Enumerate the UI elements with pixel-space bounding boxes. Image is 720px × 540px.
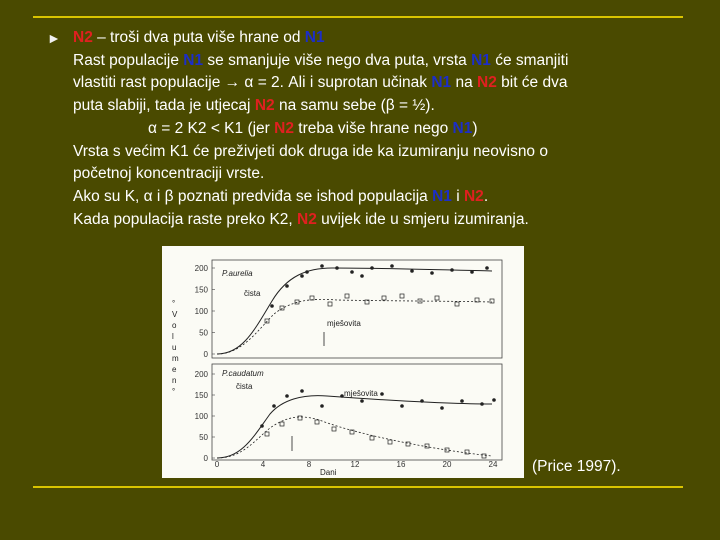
species-ref-n1: N1	[432, 187, 452, 205]
text-segment: uvijek ide u smjeru izumiranja.	[316, 210, 529, 228]
top-rule	[33, 16, 683, 18]
data-point-filled	[440, 406, 444, 410]
data-point-open	[315, 420, 319, 424]
top-mixed-label: mješovita	[327, 319, 361, 328]
top-panel	[195, 260, 502, 359]
data-point-filled	[305, 270, 309, 274]
species-ref-n1: N1	[183, 51, 204, 69]
bullet-arrow-icon: ►	[47, 30, 61, 46]
text-line	[73, 95, 693, 118]
xtick-label: 20	[442, 460, 452, 469]
text-segment: Rast populacije	[73, 51, 184, 69]
data-point-filled	[485, 266, 489, 270]
text-line	[73, 141, 693, 164]
bottom-rule	[33, 486, 683, 488]
data-point-open	[370, 436, 374, 440]
data-point-filled	[400, 404, 404, 408]
data-point-open	[328, 302, 332, 306]
data-point-filled	[390, 264, 394, 268]
y-axis-label-char: m	[172, 354, 179, 363]
data-point-open	[455, 302, 459, 306]
data-point-filled	[340, 394, 344, 398]
y-axis-label	[172, 299, 179, 396]
text-segment: α = 2 K2 < K1 (jer	[148, 119, 275, 137]
bottom-pure-curve	[217, 396, 492, 458]
species-ref-n2: N2	[297, 210, 317, 228]
text-line	[73, 27, 693, 50]
text-segment: Vrsta s većim K1 će preživjeti dok druga ide ka izumiranju neovisno o	[73, 142, 548, 160]
data-point-open	[388, 440, 392, 444]
text-line	[73, 50, 693, 73]
top-pure-label: čista	[244, 289, 261, 298]
data-point-open	[332, 427, 336, 431]
text-segment: se smanjuje više nego dva puta, vrsta	[203, 51, 472, 69]
data-point-filled	[300, 274, 304, 278]
data-point-filled	[420, 399, 424, 403]
text-segment: vlastiti rast populacije → α = 2. Ali i suprotan učinak	[73, 74, 432, 92]
xtick-label: 24	[488, 460, 498, 469]
text-line	[73, 209, 693, 232]
population-chart	[162, 246, 524, 478]
data-point-filled	[360, 399, 364, 403]
data-point-open	[435, 296, 439, 300]
bottom-mixed-label: mješovita	[344, 389, 378, 398]
data-point-filled	[270, 304, 274, 308]
xtick-label: 4	[260, 460, 266, 469]
text-segment: i	[451, 187, 464, 205]
bottom-mixed-curve	[217, 417, 492, 458]
data-point-filled	[300, 389, 304, 393]
data-point-filled	[450, 268, 454, 272]
species-ref-n2: N2	[73, 29, 93, 46]
bottom-ytick-label: 0	[203, 454, 208, 463]
data-point-open	[490, 299, 494, 303]
text-segment: .	[483, 187, 489, 205]
y-axis-label-char: °	[172, 387, 176, 396]
top-pure-curve	[217, 268, 492, 354]
y-axis-label-char: l	[172, 332, 174, 341]
text-segment: Ako su K, α i β poznati predviđa se ishod populacija	[73, 187, 433, 205]
data-point-open	[400, 294, 404, 298]
species-ref-n1: N1	[431, 74, 452, 92]
data-point-filled	[360, 274, 364, 278]
data-point-filled	[430, 271, 434, 275]
xtick-label: 16	[396, 460, 406, 469]
top-ytick-label: 50	[199, 328, 208, 338]
top-panel-frame	[212, 260, 502, 358]
data-point-filled	[410, 269, 414, 273]
data-point-filled	[480, 402, 484, 406]
species-ref-n2: N2	[254, 97, 275, 115]
population-figure	[162, 246, 524, 478]
top-species-label: P.aurelia	[222, 269, 253, 278]
data-point-filled	[260, 424, 264, 428]
y-axis-label-char: u	[172, 343, 177, 352]
species-ref-n2: N2	[463, 187, 484, 205]
data-point-filled	[470, 270, 474, 274]
bottom-pure-label: čista	[236, 382, 253, 391]
text-segment: Kada populacija raste preko K2,	[73, 210, 298, 228]
data-point-open	[465, 450, 469, 454]
text-segment: na samu sebe (β = ½).	[274, 97, 435, 115]
data-point-filled	[285, 394, 289, 398]
bottom-ytick-label: 150	[194, 391, 208, 400]
data-point-open	[280, 306, 284, 310]
data-point-filled	[335, 266, 339, 270]
data-point-open	[425, 444, 429, 448]
y-axis-label-char: V	[172, 310, 178, 319]
species-ref-n1: N1	[304, 29, 325, 46]
bottom-species-label: P.caudatum	[222, 369, 264, 378]
text-segment: )	[472, 119, 478, 137]
data-point-open	[280, 422, 284, 426]
bottom-ytick-label: 50	[199, 433, 208, 442]
text-line	[73, 118, 693, 141]
species-ref-n2: N2	[274, 119, 294, 137]
data-point-filled	[380, 392, 384, 396]
text-segment: – troši dva puta više hrane od	[92, 29, 305, 46]
text-segment: početnoj koncentraciji vrste.	[73, 165, 265, 183]
text-line	[73, 163, 693, 186]
data-point-filled	[285, 284, 289, 288]
text-segment: puta slabiji, tada je utjecaj	[73, 97, 255, 115]
bottom-panel-frame	[212, 364, 502, 460]
y-axis-label-char: e	[172, 365, 177, 374]
data-point-open	[265, 432, 269, 436]
text-line	[73, 72, 693, 95]
species-ref-n1: N1	[452, 119, 473, 137]
top-ytick-label: 150	[194, 285, 208, 295]
top-ytick-label: 0	[203, 350, 208, 359]
data-point-filled	[370, 266, 374, 270]
data-point-filled	[460, 399, 464, 403]
text-segment: na	[451, 74, 477, 92]
data-point-filled	[492, 398, 496, 402]
citation: (Price 1997).	[532, 458, 621, 475]
slide-body-text	[73, 27, 693, 231]
bottom-panel	[195, 364, 502, 463]
xtick-label: 12	[350, 460, 360, 469]
y-axis-label-char: n	[172, 376, 177, 385]
data-point-open	[382, 296, 386, 300]
text-line	[73, 186, 693, 209]
bottom-ytick-label: 200	[194, 370, 208, 379]
xtick-label: 8	[306, 460, 312, 469]
species-ref-n1: N1	[471, 51, 491, 69]
text-segment: bit će dva	[496, 74, 568, 92]
top-ytick-label: 100	[194, 307, 208, 316]
y-axis-label-char: o	[172, 321, 177, 330]
data-point-filled	[350, 270, 354, 274]
x-axis-label: Dani	[320, 468, 337, 477]
y-axis-label-char: °	[172, 299, 176, 308]
bottom-ytick-label: 100	[194, 412, 208, 421]
top-ytick-label: 200	[194, 264, 208, 273]
species-ref-n2: N2	[477, 74, 497, 92]
data-point-filled	[272, 404, 276, 408]
data-point-filled	[320, 404, 324, 408]
text-segment: će smanjiti	[490, 51, 569, 69]
xtick-label: 0	[214, 460, 220, 469]
data-point-filled	[320, 264, 324, 268]
text-segment: treba više hrane nego	[293, 119, 453, 137]
data-point-open	[345, 294, 349, 298]
